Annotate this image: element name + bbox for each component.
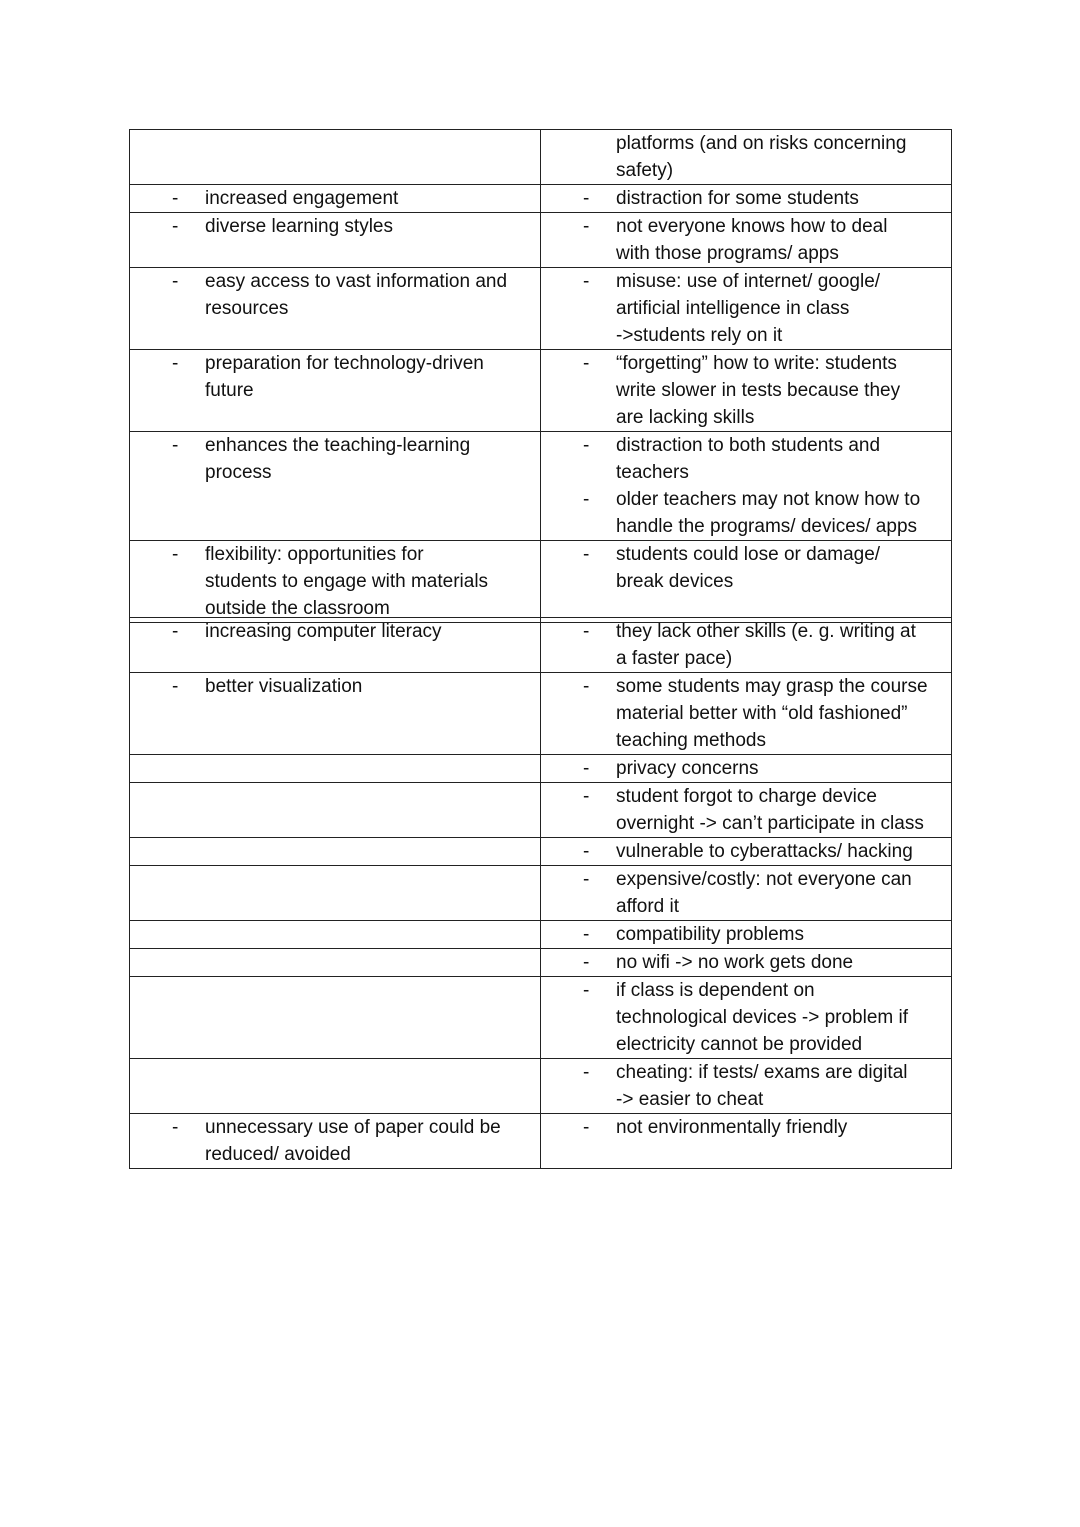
list-item bbox=[541, 350, 951, 431]
dash-bullet: - bbox=[172, 544, 179, 565]
list-item bbox=[541, 268, 951, 349]
item-text: diverse learning styles bbox=[205, 216, 393, 237]
advantage-cell bbox=[130, 1059, 541, 1114]
table-row bbox=[130, 673, 952, 755]
table-row bbox=[130, 783, 952, 838]
table-row bbox=[130, 350, 952, 432]
advantage-cell bbox=[130, 185, 541, 213]
table-row bbox=[130, 541, 952, 623]
list-item bbox=[541, 432, 951, 486]
dash-bullet: - bbox=[583, 489, 590, 510]
list-item bbox=[541, 783, 951, 837]
item-text: no wifi -> no work gets done bbox=[616, 952, 854, 973]
item-text: misuse: use of internet/ google/ artificial intelligence in class ->students rely on it bbox=[616, 271, 881, 346]
list-item bbox=[541, 977, 951, 1058]
dash-bullet: - bbox=[172, 353, 179, 374]
item-text: compatibility problems bbox=[616, 924, 804, 945]
dash-bullet: - bbox=[583, 952, 590, 973]
dash-bullet: - bbox=[583, 621, 590, 642]
item-text: students could lose or damage/ break devices bbox=[616, 544, 881, 592]
disadvantage-cell bbox=[541, 783, 952, 838]
advantage-cell bbox=[130, 866, 541, 921]
pros-cons-table-part-1 bbox=[129, 129, 952, 623]
item-text: vulnerable to cyberattacks/ hacking bbox=[616, 841, 913, 862]
list-item bbox=[130, 618, 540, 645]
table-row bbox=[130, 213, 952, 268]
dash-bullet: - bbox=[583, 924, 590, 945]
list-item bbox=[541, 213, 951, 267]
advantage-cell bbox=[130, 949, 541, 977]
dash-bullet: - bbox=[583, 1117, 590, 1138]
advantage-cell bbox=[130, 618, 541, 673]
list-item bbox=[130, 673, 540, 700]
disadvantage-cell bbox=[541, 755, 952, 783]
item-text: distraction to both students and teachers bbox=[616, 435, 881, 483]
item-text: increasing computer literacy bbox=[205, 621, 442, 642]
disadvantage-cell bbox=[541, 921, 952, 949]
table-row bbox=[130, 921, 952, 949]
disadvantage-cell bbox=[541, 213, 952, 268]
dash-bullet: - bbox=[583, 676, 590, 697]
item-text: some students may grasp the course material better with “old fashioned” teaching methods bbox=[616, 676, 928, 751]
dash-bullet: - bbox=[583, 869, 590, 890]
dash-bullet: - bbox=[172, 1117, 179, 1138]
disadvantage-cell bbox=[541, 1114, 952, 1169]
advantage-cell bbox=[130, 755, 541, 783]
dash-bullet: - bbox=[583, 188, 590, 209]
list-item bbox=[541, 1114, 951, 1141]
item-text: not everyone knows how to deal with those programs/ apps bbox=[616, 216, 888, 264]
item-text: student forgot to charge device overnight -> can’t participate in class bbox=[616, 786, 924, 834]
dash-bullet: - bbox=[583, 435, 590, 456]
list-item bbox=[130, 1114, 540, 1168]
item-text: flexibility: opportunities for students to engage with materials outside the classroom bbox=[205, 544, 489, 619]
list-item bbox=[130, 432, 540, 486]
item-text: better visualization bbox=[205, 676, 363, 697]
item-text: increased engagement bbox=[205, 188, 399, 209]
item-text: privacy concerns bbox=[616, 758, 759, 779]
disadvantage-cell bbox=[541, 1059, 952, 1114]
dash-bullet: - bbox=[583, 271, 590, 292]
list-item bbox=[541, 949, 951, 976]
dash-bullet: - bbox=[172, 271, 179, 292]
item-text: platforms (and on risks concerning safety) bbox=[616, 133, 907, 181]
list-item bbox=[541, 618, 951, 672]
item-text: expensive/costly: not everyone can afford it bbox=[616, 869, 912, 917]
list-item bbox=[130, 350, 540, 404]
disadvantage-cell bbox=[541, 949, 952, 977]
advantage-cell bbox=[130, 213, 541, 268]
pros-cons-table-part-2 bbox=[129, 617, 952, 1169]
list-item bbox=[541, 130, 951, 184]
list-item bbox=[541, 921, 951, 948]
table-row bbox=[130, 618, 952, 673]
table-row bbox=[130, 838, 952, 866]
item-text: cheating: if tests/ exams are digital -> easier to cheat bbox=[616, 1062, 908, 1110]
disadvantage-cell bbox=[541, 977, 952, 1059]
table-row bbox=[130, 977, 952, 1059]
dash-bullet: - bbox=[583, 758, 590, 779]
table-row bbox=[130, 866, 952, 921]
item-text: not environmentally friendly bbox=[616, 1117, 848, 1138]
list-item bbox=[130, 185, 540, 212]
dash-bullet: - bbox=[583, 786, 590, 807]
advantage-cell bbox=[130, 1114, 541, 1169]
table-row bbox=[130, 268, 952, 350]
item-text: easy access to vast information and resources bbox=[205, 271, 508, 319]
dash-bullet: - bbox=[172, 216, 179, 237]
dash-bullet: - bbox=[172, 435, 179, 456]
advantage-cell bbox=[130, 673, 541, 755]
disadvantage-cell bbox=[541, 866, 952, 921]
item-text: if class is dependent on technological devices -> problem if electricity cannot be provided bbox=[616, 980, 909, 1055]
table-row bbox=[130, 949, 952, 977]
advantage-cell bbox=[130, 783, 541, 838]
dash-bullet: - bbox=[583, 544, 590, 565]
advantage-cell bbox=[130, 268, 541, 350]
list-item bbox=[130, 213, 540, 240]
list-item bbox=[541, 673, 951, 754]
dash-bullet: - bbox=[583, 980, 590, 1001]
advantage-cell bbox=[130, 921, 541, 949]
item-text: they lack other skills (e. g. writing at a faster pace) bbox=[616, 621, 916, 669]
dash-bullet: - bbox=[583, 1062, 590, 1083]
advantage-cell bbox=[130, 541, 541, 623]
disadvantage-cell bbox=[541, 185, 952, 213]
table-row bbox=[130, 1059, 952, 1114]
item-text: distraction for some students bbox=[616, 188, 859, 209]
table-row bbox=[130, 432, 952, 541]
table-row bbox=[130, 130, 952, 185]
advantage-cell bbox=[130, 130, 541, 185]
list-item bbox=[541, 866, 951, 920]
dash-bullet: - bbox=[583, 841, 590, 862]
dash-bullet: - bbox=[172, 188, 179, 209]
item-text: older teachers may not know how to handle the programs/ devices/ apps bbox=[616, 489, 921, 537]
dash-bullet: - bbox=[583, 216, 590, 237]
advantage-cell bbox=[130, 838, 541, 866]
dash-bullet: - bbox=[172, 621, 179, 642]
disadvantage-cell bbox=[541, 618, 952, 673]
disadvantage-cell bbox=[541, 350, 952, 432]
disadvantage-cell bbox=[541, 130, 952, 185]
list-item bbox=[130, 541, 540, 622]
advantage-cell bbox=[130, 432, 541, 541]
dash-bullet: - bbox=[583, 353, 590, 374]
advantage-cell bbox=[130, 350, 541, 432]
disadvantage-cell bbox=[541, 541, 952, 623]
dash-bullet: - bbox=[172, 676, 179, 697]
list-item bbox=[541, 1059, 951, 1113]
item-text: enhances the teaching-learning process bbox=[205, 435, 471, 483]
item-text: preparation for technology-driven future bbox=[205, 353, 484, 401]
table-row bbox=[130, 755, 952, 783]
table-row bbox=[130, 1114, 952, 1169]
disadvantage-cell bbox=[541, 673, 952, 755]
list-item bbox=[541, 185, 951, 212]
disadvantage-cell bbox=[541, 268, 952, 350]
disadvantage-cell bbox=[541, 838, 952, 866]
advantage-cell bbox=[130, 977, 541, 1059]
item-text: unnecessary use of paper could be reduced/ avoided bbox=[205, 1117, 501, 1165]
list-item bbox=[541, 838, 951, 865]
disadvantage-cell bbox=[541, 432, 952, 541]
list-item bbox=[541, 486, 951, 540]
list-item bbox=[541, 541, 951, 595]
list-item bbox=[541, 755, 951, 782]
item-text: “forgetting” how to write: students write slower in tests because they are lacking skills bbox=[616, 353, 901, 428]
table-row bbox=[130, 185, 952, 213]
list-item bbox=[130, 268, 540, 322]
